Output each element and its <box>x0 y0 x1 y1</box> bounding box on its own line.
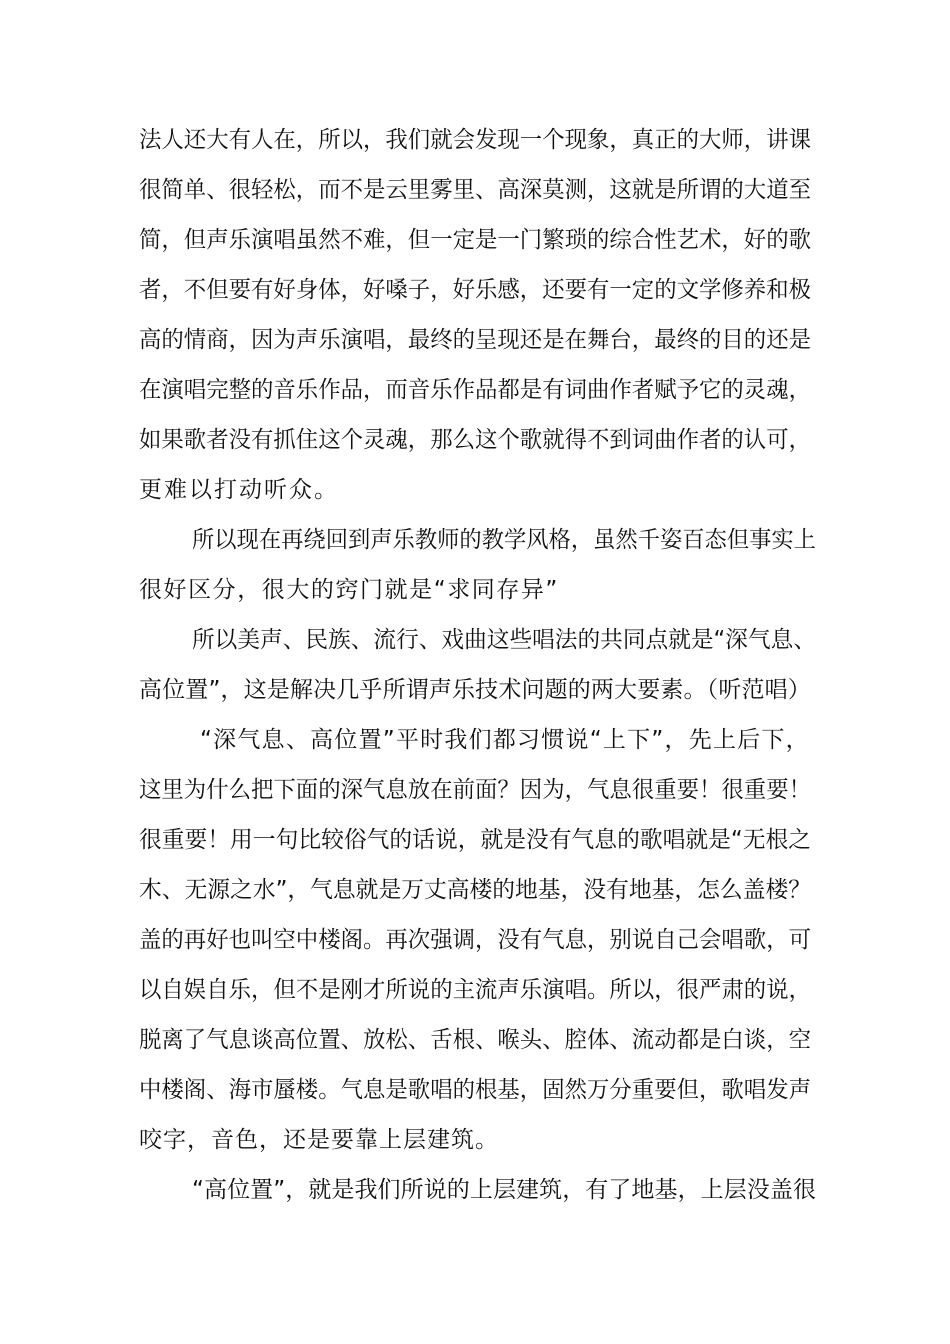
text-line: 木、无源之水”，气息就是万丈高楼的地基，没有地基，怎么盖楼？ <box>139 877 811 903</box>
text-line: 这里为什么把下面的深气息放在前面？因为，气息很重要！很重要！ <box>139 777 811 803</box>
text-line: 咬字，音色，还是要靠上层建筑。 <box>139 1127 499 1153</box>
text-line: 高位置”，这是解决几乎所谓声乐技术问题的两大要素。（听范唱） <box>139 677 811 703</box>
text-line: 很好区分，很大的窍门就是“求同存异” <box>139 577 559 603</box>
paragraph-first-line: 所以美声、民族、流行、戏曲这些唱法的共同点就是“深气息、 <box>192 627 816 653</box>
text-line: 简，但声乐演唱虽然不难，但一定是一门繁琐的综合性艺术，好的歌 <box>139 227 811 253</box>
text-line: 法人还大有人在，所以，我们就会发现一个现象，真正的大师，讲课 <box>139 127 811 153</box>
paragraph-first-line: 所以现在再绕回到声乐教师的教学风格，虽然千姿百态但事实上 <box>192 527 816 553</box>
text-line: 如果歌者没有抓住这个灵魂，那么这个歌就得不到词曲作者的认可， <box>139 427 811 453</box>
text-line: 中楼阁、海市蜃楼。气息是歌唱的根基，固然万分重要但，歌唱发声 <box>139 1077 811 1103</box>
text-line: 高的情商，因为声乐演唱，最终的呈现还是在舞台，最终的目的还是 <box>139 327 811 353</box>
paragraph-first-line: “深气息、高位置”平时我们都习惯说“上下”，先上后下， <box>200 727 810 753</box>
text-line: 脱离了气息谈高位置、放松、舌根、喉头、腔体、流动都是白谈，空 <box>139 1027 811 1053</box>
paragraph-first-line: “高位置”，就是我们所说的上层建筑，有了地基，上层没盖很 <box>192 1177 817 1203</box>
text-line: 在演唱完整的音乐作品，而音乐作品都是有词曲作者赋予它的灵魂， <box>139 377 811 403</box>
text-line: 以自娱自乐，但不是刚才所说的主流声乐演唱。所以，很严肃的说， <box>139 977 811 1003</box>
text-line: 很重要！用一句比较俗气的话说，就是没有气息的歌唱就是“无根之 <box>139 827 811 853</box>
text-line: 很简单、很轻松，而不是云里雾里、高深莫测，这就是所谓的大道至 <box>139 177 811 203</box>
text-line: 盖的再好也叫空中楼阁。再次强调，没有气息，别说自己会唱歌，可 <box>139 927 811 953</box>
text-line: 者，不但要有好身体，好嗓子，好乐感，还要有一定的文学修养和极 <box>139 277 811 303</box>
text-line: 更难以打动听众。 <box>139 477 339 503</box>
